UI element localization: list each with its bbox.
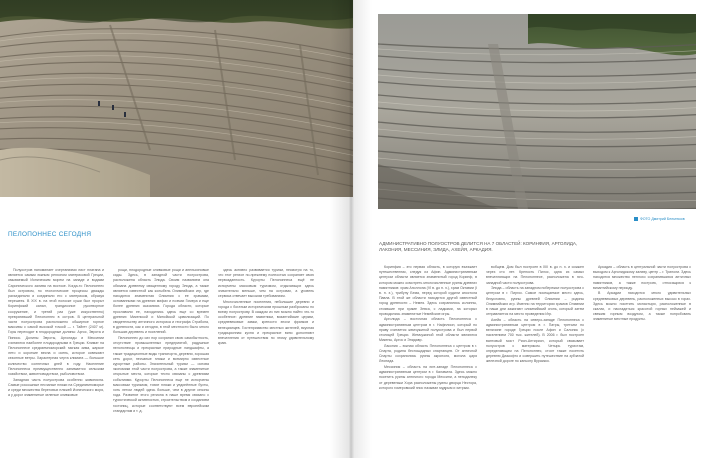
paragraph: Полуостров напоминает очертаниями лист платана и является самым южным регионом материковой Греции, омываемый Ионическим морем на западе и водами Саронического залива на востоке. Когда-то Пелопоннес был островом, но геологические процессы дважды разъединяли и соединяли его с материком, образуя перешеек. В XIX в. на этой полоске суши был прорыт Коринфский канал, грандиозное рукотворное сооружение, и третий раз (уже искусственно) превративший Пелопоннес в остров. В центральной части полуострова расположено обширное горное массивы с самой высокой точкой — г. Тайгет (2407 м). Горы переходят в плодородные долины: Аргос, Эврота и Пиниос. Долины Эвроты, Арголиды и Мессинии считаются наиболее плодородными в Греции. Климат на Пелопоннесе средиземноморский: мягкая зима, жаркое лето и короткие весна и осень, которое освежают сезонные ветры. Характерная черта климата — большое количество солнечных дней в году. Население Пелопоннеса преимущественно занимается сельским хозяйством, животноводством, рыболовством. [8, 268, 104, 377]
paragraph: здесь активно развивается туризм, несмотря на то, что этот регион по-прежнему полностью сохраняет свою первозданность. Курорты Пелопоннеса ещё не испорчены массовым туризмом, отдыхающих здесь значительно меньше, чем на островах, а уровень сервиса отвечает высоким требованиям. [218, 268, 314, 299]
right-column-2 [486, 265, 584, 445]
paragraph: Мессиния – область на юге-западе Пелопоннеса с административным центром в г. Каламата. Здесь можно посетить руины античного города Мессини, а неподалеку от деревеньки Хора расположены руины дворца Нестора, которого гомеровский эпос называл мудрым и хитрым. [379, 365, 477, 390]
theatre-photo-right [378, 14, 696, 209]
left-column-1 [8, 268, 104, 446]
left-column-3 [218, 268, 314, 446]
intro-text: АДМИНИСТРАТИВНО ПОЛУОСТРОВ ДЕЛИТСЯ НА 7 ОБЛАСТЕЙ: КОРИНФИЯ, АРГОЛИДА, ЛАКОНИЯ, МЕССИНИЯ, ЭЛИДА, АХЕЙЯ, АРКАДИЯ. [379, 241, 578, 253]
photo-left-theatre [0, 0, 353, 197]
paragraph: Коринфия – это первая область, в которую въезжает путешественник, следуя из Афин. Административным центром области является знаменитый город Коринф, в котором можно осмотреть многочисленные руины древних памятников: храм Аполлона (VI в. до н. э.), храм Октавии (I в. н. э.), трибуну Бема, перед которой судили апостола Павла. В этой же области находится другой известный город древности – Немея. Здесь сохранились колонны, стоявшие при храме Зевса, с ладьями, на которых проводились знаменитые Немейские игры. [379, 265, 477, 316]
photo-right-theatre [378, 14, 696, 209]
paragraph: Пелопоннес до сих пор сохранил свою самобытность, отсутствие промышленных предприятий, радушные пелопонесцы и прекрасные природные ландшафты, а также традиционные виды транспорта, деревни, хорошая сеть дорог, песчаные пляжи и всемирно известные курортные районы. Значительный туризм — основа экономики этой части полуострова, а также знаменитые открытые места, которые тесно связаны с древними событиями. Курорты Пелопоннеса еще не испорчены массовым туризмом, тихие пляжи и уединённые бухты, хоть летом людей здесь больше, чем в другие сезоны года. Развитие этого региона в наше время связано с туристической активностью, строительством и созданием гостиниц, которые соответствуют всем европейским стандартам и т. д. [113, 336, 209, 413]
section-title: ПЕЛОПОННЕС СЕГОДНЯ [8, 231, 92, 238]
paragraph: Элида – область на западном побережье полуострова с центром в г. Пиргос. Самое посещаемое место здесь, безусловно, руины древней Олимпии – родины Олимпийских игр. Именно на территории храмов Олимпии в наши дни зажигают олимпийский огонь, который затем отправляется на место проведения Игр. [486, 286, 584, 317]
paragraph: В Аркадии находится много удивительных средневековых деревень, расположенных высоко в горах. Здесь можно посетить монастыри, расположенные в скалах, и насладиться красотой горных пейзажей и свежим горным воздухом, а также попробовать знаменитые местные продукты. [593, 291, 691, 322]
paragraph: рощи, плодородные оливковые рощи и апельсиновые сады. Здесь, в западной части полуострова, расположена область Элида. Своим названием она обязана древнему священному городу Элида, а также является известной как колыбель Олимпийских игр, где находится знаменитая Олимпия с ее храмами, основанными на древних мифах и поэмах Гомера и еще более древних сказаниях. Города области, которые прославили ее, находились здесь еще со времен древних Микенской и Минойской цивилизаций. По свидетельству античного историка и географа Страбона, в древности, как и сегодня, в этой местности было много больших деревень и поселений. [113, 268, 209, 335]
right-column-3 [593, 265, 691, 445]
photo-caption [634, 217, 685, 221]
paragraph: Лакония – южная область Пелопоннеса с центром в г. Спарта, родина беспощадных спартанцев. От античной Спарты сохранились руины акрополя, могила царя Леонида. [379, 343, 477, 364]
paragraph: Аркадия – область в центральной части полуострова с выходом к Арголидскому заливу, центр – г. Триполи. Здесь находится множество неплохо сохранившихся античных памятников, а также построек, относящихся к византийскому периоду. [593, 265, 691, 290]
paragraph: Ахейя – область на северо-западе Пелопоннеса с административным центром в г. Патры, третьем по величине городе Греции после Афин и Салоник (с населением 700 тыс. жителей). В 2006 г. был построен вантовый мост Рион-Антирион, который связывает полуостров с материком. Четырь туристам, определяющим на Пелопоннес, стоит также посетить деревню Диакофто и совершить путешествие на зубчатой железной дороге по каньону Вураикос. [486, 317, 584, 364]
paragraph: Западная часть полуострова особенно живописна. Самые роскошные песчаные пляжи на Средиземноморье и среди множества береговых пляжей Ионического моря, а у дорог знаменитые зеленые оливковые [8, 377, 104, 398]
paragraph: Арголида – восточная область Пелопоннеса с административным центром в г. Нафплион, который по праву считается жемчужиной полуострова и был первой столицей Греции. Жемчужиной этой области являются Микены, Аргос и Эпидавр. [379, 317, 477, 343]
page-gutter-shadow [330, 0, 372, 458]
right-column-1 [379, 265, 477, 445]
theatre-photo-left [0, 0, 353, 197]
left-column-2 [113, 268, 209, 446]
caption-square-icon [634, 217, 638, 221]
photo-caption-text: ФОТО Дмитрий Бельтюков [640, 217, 685, 221]
paragraph: Многочисленные поселения, небольшие деревни и города с богатым историческим прошлым разбросаны по всему полуострову. В каждом из них можно найти что-то особенное: древние памятники, византийские церкви, средневековые замки, крепости эпохи франков и венецианцев. Гостеприимство местных жителей, вкусная традиционная кухня и прекрасное вино дополняют впечатления от путешествия по этому удивительному краю. [218, 299, 314, 346]
paragraph: вобщем. Дом был построен в XIII в. до н. э. и сожжен через сто лет. Крепость Пилос, одна из самых впечатляющих на Пелопоннесе, расположена в юго-западной части полуострова. [486, 265, 584, 285]
